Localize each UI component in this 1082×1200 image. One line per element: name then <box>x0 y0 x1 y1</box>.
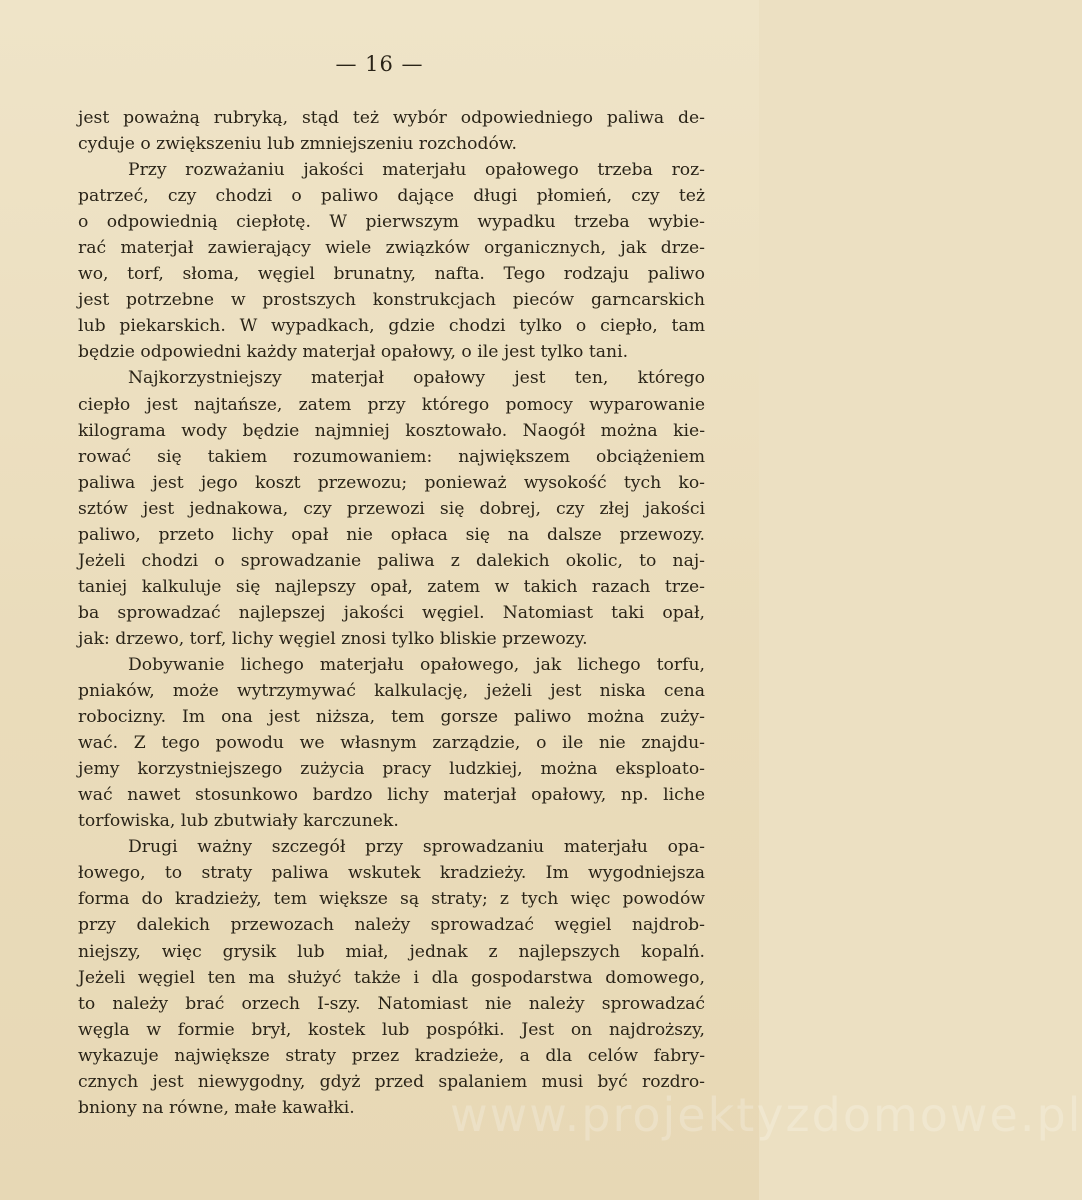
body-text <box>78 105 705 1121</box>
text-line: jest poważną rubryką, stąd też wybór odpowiedniego paliwa de- <box>78 108 705 128</box>
text-line: pniaków, może wytrzymywać kalkulację, jeżeli jest niska cena <box>78 681 705 702</box>
text-line: wać. Z tego powodu we własnym zarządzie, o ile nie znajdu- <box>78 733 705 754</box>
text-line: jest potrzebne w prostszych konstrukcjach pieców garncarskich <box>78 290 705 311</box>
text-line: patrzeć, czy chodzi o paliwo dające długi płomień, czy też <box>78 186 705 207</box>
text-line: rać materjał zawierający wiele związków organicznych, jak drze- <box>78 238 705 259</box>
text-line: to należy brać orzech I-szy. Natomiast nie należy sprowadzać <box>78 993 705 1014</box>
text-line: bniony na równe, małe kawałki. <box>78 1097 355 1118</box>
text-line: taniej kalkuluje się najlepszy opał, zatem w takich razach trze- <box>78 576 705 597</box>
text-line: Jeżeli chodzi o sprowadzanie paliwa z dalekich okolic, to naj- <box>78 550 705 571</box>
watermark-text: www.projektyzdomowe.pl <box>450 1088 1082 1142</box>
text-line: jak: drzewo, torf, lichy węgiel znosi tylko bliskie przewozy. <box>78 628 588 649</box>
text-line: wo, torf, słoma, węgiel brunatny, nafta. Tego rodzaju paliwo <box>78 264 705 285</box>
text-line: będzie odpowiedni każdy materjał opałowy, o ile jest tylko tani. <box>78 342 629 363</box>
text-line: wać nawet stosunkowo bardzo lichy materjał opałowy, np. liche <box>78 785 705 806</box>
text-line: łowego, to straty paliwa wskutek kradzieży. Im wygodniejsza <box>78 863 705 884</box>
text-line: kilograma wody będzie najmniej kosztowało. Naogół można kie- <box>78 420 705 441</box>
text-line: wykazuje największe straty przez kradzieże, a dla celów fabry- <box>78 1045 705 1066</box>
text-line: lub piekarskich. W wypadkach, gdzie chodzi tylko o ciepło, tam <box>78 316 705 337</box>
text-line: niejszy, więc grysik lub miał, jednak z najlepszych kopalń. <box>78 941 705 962</box>
text-line: sztów jest jednakowa, czy przewozi się dobrej, czy złej jakości <box>78 498 705 519</box>
text-line: Najkorzystniejszy materjał opałowy jest ten, którego <box>128 368 705 389</box>
text-line: o odpowiednią ciepłotę. W pierwszym wypadku trzeba wybie- <box>78 212 705 233</box>
text-line: przy dalekich przewozach należy sprowadzać węgiel najdrob- <box>78 915 705 936</box>
text-line: cyduje o zwiększeniu lub zmniejszeniu rozchodów. <box>78 134 517 155</box>
text-line: ciepło jest najtańsze, zatem przy którego pomocy wyparowanie <box>78 394 705 415</box>
text-line: ba sprowadzać najlepszej jakości węgiel. Natomiast taki opał, <box>78 602 705 623</box>
text-line: rować się takiem rozumowaniem: największem obciążeniem <box>78 446 705 467</box>
text-line: Dobywanie lichego materjału opałowego, jak lichego torfu, <box>128 654 705 675</box>
text-line: paliwo, przeto lichy opał nie opłaca się na dalsze przewozy. <box>78 524 705 545</box>
text-line: torfowiska, lub zbutwiały karczunek. <box>78 811 399 832</box>
text-line: jemy korzystniejszego zużycia pracy ludzkiej, można eksploato- <box>78 759 705 780</box>
text-line: paliwa jest jego koszt przewozu; ponieważ wysokość tych ko- <box>78 472 705 493</box>
text-line: cznych jest niewygodny, gdyż przed spalaniem musi być rozdro- <box>78 1071 705 1092</box>
text-line: Przy rozważaniu jakości materjału opałowego trzeba roz- <box>128 160 705 181</box>
page-number-header: — 16 — <box>335 52 424 76</box>
text-line: węgla w formie brył, kostek lub pospółki. Jest on najdroższy, <box>78 1019 705 1040</box>
text-line: Drugi ważny szczegół przy sprowadzaniu materjału opa- <box>128 837 705 858</box>
text-line: Jeżeli węgiel ten ma służyć także i dla gospodarstwa domowego, <box>78 967 705 988</box>
text-line: robocizny. Im ona jest niższa, tem gorsze paliwo można zuży- <box>78 707 705 728</box>
text-line: forma do kradzieży, tem większe są straty; z tych więc powodów <box>78 889 705 910</box>
